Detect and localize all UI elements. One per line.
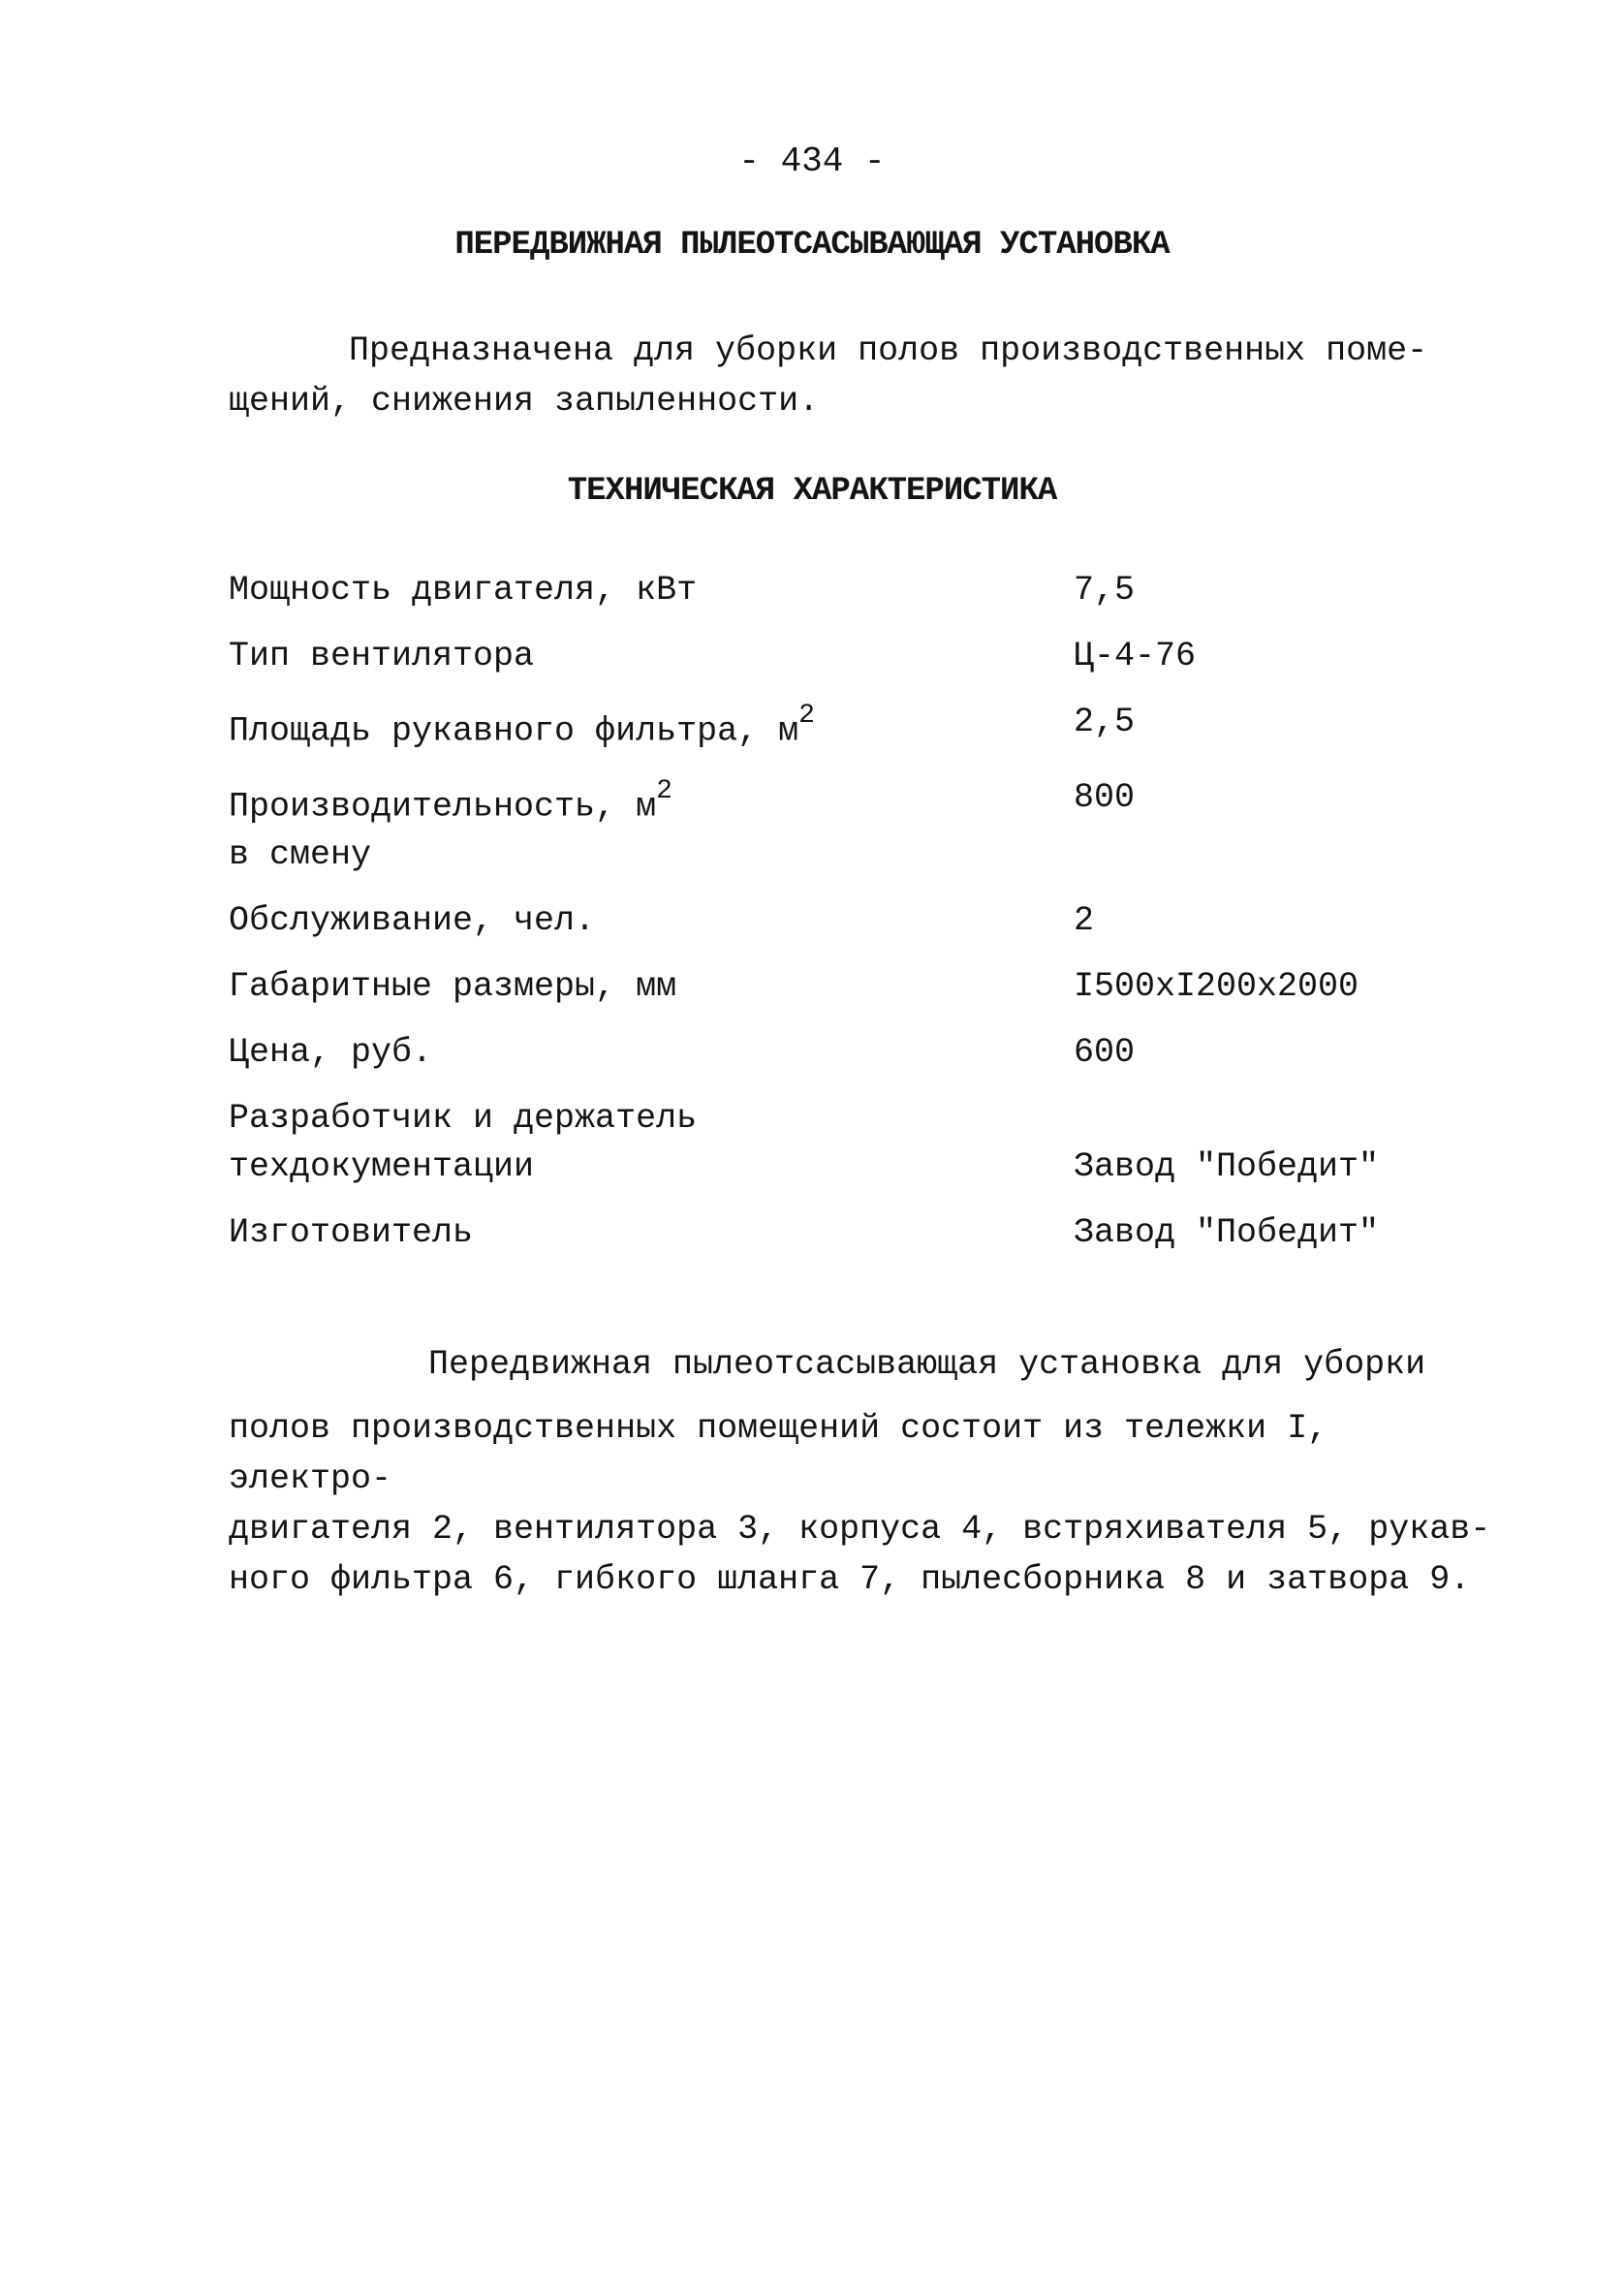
spec-label: Разработчик и держатель техдокументации — [229, 1094, 1074, 1191]
spec-value: 600 — [1074, 1033, 1136, 1073]
intro-paragraph — [229, 326, 1440, 426]
spec-row-power — [229, 566, 1440, 614]
spec-row-price — [229, 1028, 1440, 1077]
spec-label: Мощность двигателя, кВт — [229, 571, 698, 610]
spec-label-line-2: в смену — [229, 835, 372, 875]
spec-label: Габаритные размеры, мм — [229, 967, 677, 1007]
spec-row-developer — [229, 1094, 1440, 1191]
spec-value: 2,5 — [1074, 703, 1136, 741]
spec-row-manufacturer — [229, 1208, 1440, 1257]
intro-line-1: Предназначена для уборки полов производственных поме- — [349, 331, 1428, 370]
spec-value: Завод "Победит" — [1074, 1213, 1380, 1253]
spec-value: Завод "Победит" — [1074, 1147, 1380, 1187]
spec-label-line-2: техдокументации — [229, 1147, 535, 1187]
document-title: ПЕРЕДВИЖНАЯ ПЫЛЕОТСАСЫВАЮЩАЯ УСТАНОВКА — [454, 227, 1170, 264]
description-line-3: двигателя 2, вентилятора 3, корпуса 4, встряхивателя 5, рукав- — [229, 1510, 1491, 1549]
spec-label: Обслуживание, чел. — [229, 901, 596, 941]
spec-label: Изготовитель — [229, 1213, 474, 1253]
spec-value: 2 — [1074, 901, 1095, 941]
spec-label: Производительность, $м^2$ в смену — [229, 773, 1074, 880]
description-line-2: полов производственных помещений состоит из тележки I, электро- — [229, 1409, 1328, 1498]
spec-value: 800 — [1074, 777, 1136, 817]
spec-value: Ц-4-76 — [1074, 637, 1197, 675]
description-line-4: ного фильтра 6, гибкого шланга 7, пылесборника 8 и затвора 9. — [229, 1560, 1471, 1599]
spec-row-capacity — [229, 773, 1440, 880]
page-number: - 434 - — [738, 141, 886, 181]
intro-line-2: щений, снижения запыленности. — [229, 382, 820, 421]
superscript: 2 — [656, 775, 672, 806]
superscript: 2 — [798, 701, 815, 731]
spec-value: 7,5 — [1074, 571, 1136, 610]
description-line-1: Передвижная пылеотсасывающая установка для уборки — [428, 1345, 1426, 1384]
spec-section-title: ТЕХНИЧЕСКАЯ ХАРАКТЕРИСТИКА — [567, 473, 1057, 510]
spec-label: Площадь рукавного фильтра, $м^2$ — [229, 701, 815, 751]
spec-label: Тип вентилятора — [229, 637, 535, 675]
spec-row-staff — [229, 896, 1440, 945]
description-paragraph — [229, 1339, 1498, 1605]
spec-row-dimensions — [229, 962, 1440, 1011]
spec-row-filter-area — [229, 698, 1440, 756]
spec-value: I500хI200х2000 — [1074, 967, 1359, 1007]
spec-row-fan-type — [229, 632, 1440, 680]
spec-label: Цена, руб. — [229, 1033, 433, 1073]
spec-table — [229, 566, 1440, 1274]
